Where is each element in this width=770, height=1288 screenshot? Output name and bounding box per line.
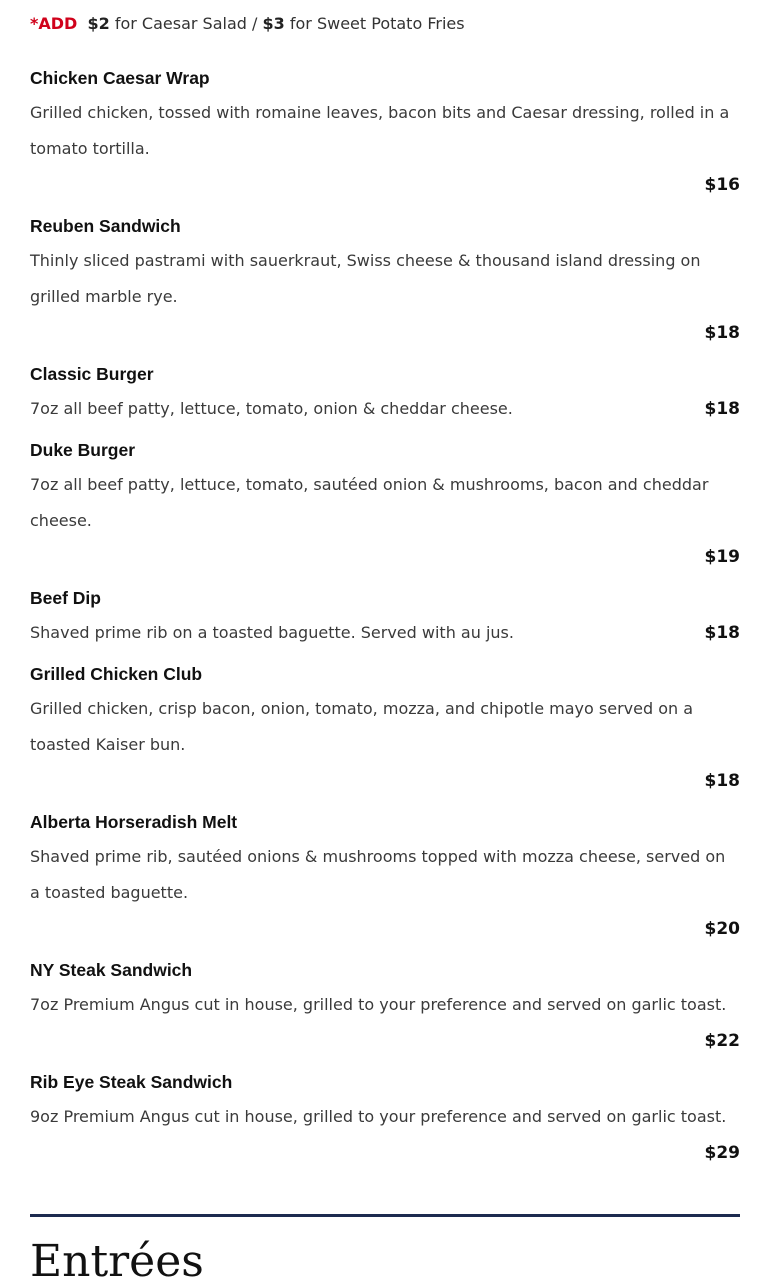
- item-description: Grilled chicken, tossed with romaine leaves, bacon bits and Caesar dressing, rolled in a tomato tortilla.: [30, 103, 730, 158]
- item-name: Duke Burger: [30, 440, 136, 460]
- addon-price-fries: $3: [262, 14, 285, 33]
- item-name: Classic Burger: [30, 364, 154, 384]
- item-name: NY Steak Sandwich: [30, 960, 193, 980]
- addon-text-caesar: for Caesar Salad /: [114, 14, 258, 33]
- addon-note: [30, 12, 465, 36]
- item-price: $18: [704, 399, 740, 419]
- item-price: $22: [704, 1031, 740, 1051]
- item-name: Beef Dip: [30, 588, 101, 608]
- item-price: $20: [704, 919, 740, 939]
- item-description: Shaved prime rib, sautéed onions & mushrooms topped with mozza cheese, served on a toasted baguette.: [30, 847, 726, 902]
- addon-label: *ADD: [30, 14, 78, 33]
- item-description: 9oz Premium Angus cut in house, grilled to your preference and served on garlic toast.: [30, 1107, 727, 1126]
- menu-item-duke-burger: [30, 439, 740, 575]
- menu-item-classic-burger: [30, 363, 740, 427]
- item-description: Thinly sliced pastrami with sauerkraut, Swiss cheese & thousand island dressing on grilled marble rye.: [30, 251, 701, 306]
- item-name: Grilled Chicken Club: [30, 664, 203, 684]
- item-name: Chicken Caesar Wrap: [30, 68, 210, 88]
- menu-item-ny-steak-sandwich: [30, 959, 740, 1059]
- item-price: $19: [704, 547, 740, 567]
- item-description: Shaved prime rib on a toasted baguette. Served with au jus.: [30, 623, 514, 642]
- item-price: $18: [704, 771, 740, 791]
- item-price: $16: [704, 175, 740, 195]
- item-price: $18: [704, 323, 740, 343]
- item-price: $29: [704, 1143, 740, 1163]
- item-description: 7oz all beef patty, lettuce, tomato, onion & cheddar cheese.: [30, 399, 513, 418]
- menu-item-chicken-caesar-wrap: [30, 67, 740, 203]
- addon-text-fries: for Sweet Potato Fries: [289, 14, 465, 33]
- item-name: Rib Eye Steak Sandwich: [30, 1072, 233, 1092]
- item-description: 7oz all beef patty, lettuce, tomato, sautéed onion & mushrooms, bacon and cheddar cheese.: [30, 475, 709, 530]
- item-name: Reuben Sandwich: [30, 216, 181, 236]
- menu-item-reuben-sandwich: [30, 215, 740, 351]
- item-description: Grilled chicken, crisp bacon, onion, tomato, mozza, and chipotle mayo served on a toasted Kaiser bun.: [30, 699, 694, 754]
- section-divider: [30, 1214, 740, 1217]
- item-price: $18: [704, 623, 740, 643]
- section-title-entrees: Entrées: [30, 1236, 204, 1287]
- addon-price-caesar: $2: [87, 14, 110, 33]
- menu-item-grilled-chicken-club: [30, 663, 740, 799]
- menu-item-beef-dip: [30, 587, 740, 651]
- menu-item-alberta-horseradish-melt: [30, 811, 740, 947]
- menu-item-rib-eye-steak-sandwich: [30, 1071, 740, 1171]
- item-name: Alberta Horseradish Melt: [30, 812, 238, 832]
- item-description: 7oz Premium Angus cut in house, grilled to your preference and served on garlic toast.: [30, 995, 727, 1014]
